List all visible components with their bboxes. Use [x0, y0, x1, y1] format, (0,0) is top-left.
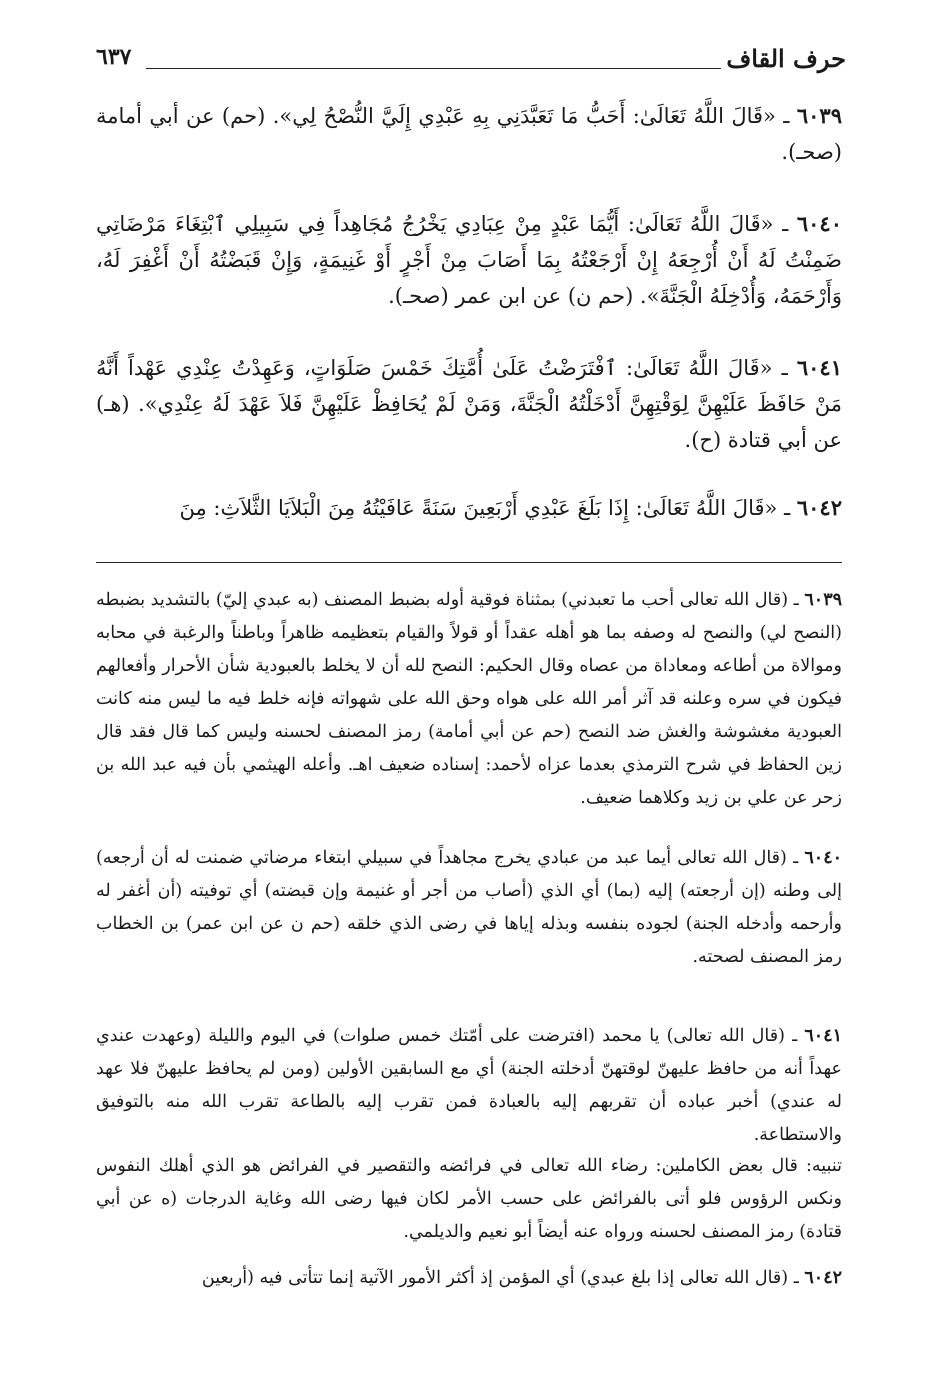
hadith-6041: ٦٠٤١ ـ «قَالَ اللَّهُ تَعَالَىٰ: ٱفْتَرَضْتُ عَلَىٰ أُمَّتِكَ خَمْسَ صَلَوَاتٍ، وَعَهِدْتُ عِنْدِي عَهْداً أَنَّهُ مَنْ حَافَظَ عَلَيْهِنَّ لِوَقْتِهِنَّ أَدْخَلْتُهُ الْجَنَّةَ، وَمَنْ لَمْ يُحَافِظْ عَلَيْهِنَّ فَلاَ عَهْدَ لَهُ عِنْدِي». (هـ) عن أبي قتادة (ح).: [96, 355, 842, 452]
commentary-6039: ٦٠٣٩ ـ (قال الله تعالى أحب ما تعبدني) بمثناة فوقية أوله بضبط المصنف (به عبدي إليّ) بالتشديد بضبطه (النصح لي) والنصح له وصفه بما هو أهله عقداً أو قولاً والقيام بتعظيمه ظاهراً وباطناً والرغبة في محابه وموالاة من أطاعه ومعاداة من عصاه وقال الحكيم: النصح لله أن لا يخلط بالعبودية شأن الأحرار وأفعالهم فيكون في سره وعلنه قد آثر أمر الله على هواه وحق الله على شهواته فإنه خلط فيه ما ليس منه كانت العبودية مغشوشة والغش ضد النصح (حم عن أبي أمامة) رمز المصنف لحسنه وليس كما قال فقد قال زين الحفاظ في شرح الترمذي بعدما عزاه لأحمد: إسناده ضعيف اهـ. وأعله الهيثمي بأن فيه عبد الله بن زحر عن علي بن زيد وكلاهما ضعيف.: [96, 590, 843, 808]
hadith-text: «قَالَ اللَّهُ تَعَالَىٰ: أَحَبُّ مَا تَعَبَّدَنِي بِهِ عَبْدِي إِلَيَّ النُّصْحُ لِي». (حم) عن أبي أمامة (صحـ).: [96, 104, 842, 164]
footnote-divider: [96, 562, 842, 563]
hadith-6039: ٦٠٣٩ ـ «قَالَ اللَّهُ تَعَالَىٰ: أَحَبُّ مَا تَعَبَّدَنِي بِهِ عَبْدِي إِلَيَّ النُّصْحُ لِي». (حم) عن أبي أمامة (صحـ).: [96, 103, 842, 164]
commentary-6040: ٦٠٤٠ ـ (قال الله تعالى أيما عبد من عبادي يخرج مجاهداً في سبيلي ابتغاء مرضاتي ضمنت له أن أرجعه) إلى وطنه (إن أرجعته) إليه (بما) أي الذي (أصاب من أجر أو غنيمة وإن قبضته) أي توفيته (أن أغفر له وأرحمه وأدخله الجنة) لجوده بنفسه وبذله إياها في رضى الذي خلقه (حم ن عن ابن عمر) بن الخطاب رمز المصنف لصحته.: [96, 848, 842, 967]
hadith-text: «قَالَ اللَّهُ تَعَالَىٰ: ٱفْتَرَضْتُ عَلَىٰ أُمَّتِكَ خَمْسَ صَلَوَاتٍ، وَعَهِدْتُ عِنْدِي عَهْداً أَنَّهُ مَنْ حَافَظَ عَلَيْهِنَّ لِوَقْتِهِنَّ أَدْخَلْتُهُ الْجَنَّةَ، وَمَنْ لَمْ يُحَافِظْ عَلَيْهِنَّ فَلاَ عَهْدَ لَهُ عِنْدِي». (هـ) عن أبي قتادة (ح).: [96, 356, 842, 452]
hadith-number: ٦٠٤٢: [796, 495, 842, 520]
commentary-number: ٦٠٤١: [804, 1026, 842, 1046]
header-rule: [146, 68, 721, 69]
hadith-6040: ٦٠٤٠ ـ «قَالَ اللَّهُ تَعَالَىٰ: أَيُّمَا عَبْدٍ مِنْ عِبَادِي يَخْرُجُ مُجَاهِداً فِي سَبِيلِي ٱبْتِغَاءَ مَرْضَاتِي ضَمِنْتُ لَهُ أَنْ أُرْجِعَهُ إِنْ أَرْجَعْتُهُ بِمَا أَصَابَ مِنْ أَجْرٍ أَوْ غَنِيمَةٍ، وَإِنْ قَبَضْتُهُ أَنْ أَغْفِرَ لَهُ، وَأَرْحَمَهُ، وَأُدْخِلَهُ الْجَنَّةَ». (حم ن) عن ابن عمر (صحـ).: [96, 211, 842, 308]
commentary-number: ٦٠٤٠: [804, 848, 842, 868]
commentary-text: (قال الله تعالى) يا محمد (افترضت على أمّتك خمس صلوات) في اليوم والليلة (وعهدت عندي عهداً أنه من حافظ عليهنّ لوقتهنّ أدخلته الجنة) أي مع السابقين الأولين (ومن لم يحافظ عليهنّ فلا عهد له عندي) أخبر عباده أن تقربهم إليه بالعبادة فمن تقرب إليه بالطاعة تقرب الله منه بالتوفيق والاستطاعة.: [96, 1026, 842, 1145]
commentary-6041: ٦٠٤١ ـ (قال الله تعالى) يا محمد (افترضت على أمّتك خمس صلوات) في اليوم والليلة (وعهدت عندي عهداً أنه من حافظ عليهنّ لوقتهنّ أدخلته الجنة) أي مع السابقين الأولين (ومن لم يحافظ عليهنّ فلا عهد له عندي) أخبر عباده أن تقربهم إليه بالعبادة فمن تقرب إليه بالطاعة تقرب الله منه بالتوفيق والاستطاعة.: [96, 1026, 842, 1145]
hadith-number: ٦٠٤١: [796, 355, 842, 380]
commentary-text: (قال الله تعالى أيما عبد من عبادي يخرج مجاهداً في سبيلي ابتغاء مرضاتي ضمنت له أن أرجعه) إلى وطنه (إن أرجعته) إليه (بما) أي الذي (أصاب من أجر أو غنيمة وإن قبضته) أي توفيته (أن أغفر له وأرحمه وأدخله الجنة) لجوده بنفسه وبذله إياها في رضى الذي خلقه (حم ن عن ابن عمر) بن الخطاب رمز المصنف لصحته.: [96, 848, 842, 967]
hadith-6042: ٦٠٤٢ ـ «قَالَ اللَّهُ تَعَالَىٰ: إِذَا بَلَغَ عَبْدِي أَرْبَعِينَ سَنَةً عَافَيْتُهُ مِنَ الْبَلاَيَا الثَّلاَثِ: مِنَ: [179, 495, 842, 520]
hadith-text: «قَالَ اللَّهُ تَعَالَىٰ: إِذَا بَلَغَ عَبْدِي أَرْبَعِينَ سَنَةً عَافَيْتُهُ مِنَ الْبَلاَيَا الثَّلاَثِ: مِنَ: [179, 496, 778, 520]
commentary-6042: ٦٠٤٢ ـ (قال الله تعالى إذا بلغ عبدي) أي المؤمن إذ أكثر الأمور الآتية إنما تتأتى فيه (أربعين: [201, 1268, 842, 1288]
page-number: ٦٣٧: [96, 44, 132, 70]
commentary-number: ٦٠٤٢: [804, 1268, 842, 1288]
hadith-text: «قَالَ اللَّهُ تَعَالَىٰ: أَيُّمَا عَبْدٍ مِنْ عِبَادِي يَخْرُجُ مُجَاهِداً فِي سَبِيلِي ٱبْتِغَاءَ مَرْضَاتِي ضَمِنْتُ لَهُ أَنْ أُرْجِعَهُ إِنْ أَرْجَعْتُهُ بِمَا أَصَابَ مِنْ أَجْرٍ أَوْ غَنِيمَةٍ، وَإِنْ قَبَضْتُهُ أَنْ أَغْفِرَ لَهُ، وَأَرْحَمَهُ، وَأُدْخِلَهُ الْجَنَّةَ». (حم ن) عن ابن عمر (صحـ).: [96, 212, 842, 308]
commentary-text: تنبيه: قال بعض الكاملين: رضاء الله تعالى في فرائضه والتقصير في الفرائض هو الذي أهلك النفوس ونكس الرؤوس فلو أتى بالفرائض على حسب الأمر لكان فيها رضى الله وغاية الدرجات (ه عن أبي قتادة) رمز المصنف لحسنه ورواه عنه أيضاً أبو نعيم والديلمي.: [96, 1156, 842, 1242]
commentary-text: (قال الله تعالى إذا بلغ عبدي) أي المؤمن إذ أكثر الأمور الآتية إنما تتأتى فيه (أربعين: [201, 1268, 789, 1288]
commentary-number: ٦٠٣٩: [804, 590, 843, 610]
commentary-note: [96, 1150, 842, 1249]
hadith-number: ٦٠٣٩: [796, 103, 842, 128]
chapter-title: حرف القاف: [726, 44, 846, 73]
page-header: [96, 44, 846, 80]
hadith-number: ٦٠٤٠: [796, 211, 842, 236]
commentary-text: (قال الله تعالى أحب ما تعبدني) بمثناة فوقية أوله بضبط المصنف (به عبدي إليّ) بالتشديد بضبطه (النصح لي) والنصح له وصفه بما هو أهله عقداً أو قولاً والقيام بتعظيمه ظاهراً وباطناً والرغبة في محابه وموالاة من أطاعه ومعاداة من عصاه وقال الحكيم: النصح لله أن لا يخلط بالعبودية شأن الأحرار وأفعالهم فيكون في سره وعلنه قد آثر أمر الله على هواه وحق الله على شهواته فإنه خلط فيه ما ليس منه كانت العبودية مغشوشة والغش ضد النصح (حم عن أبي أمامة) رمز المصنف لحسنه وليس كما قال فقد قال زين الحفاظ في شرح الترمذي بعدما عزاه لأحمد: إسناده ضعيف اهـ. وأعله الهيثمي بأن فيه عبد الله بن زحر عن علي بن زيد وكلاهما ضعيف.: [96, 590, 842, 808]
